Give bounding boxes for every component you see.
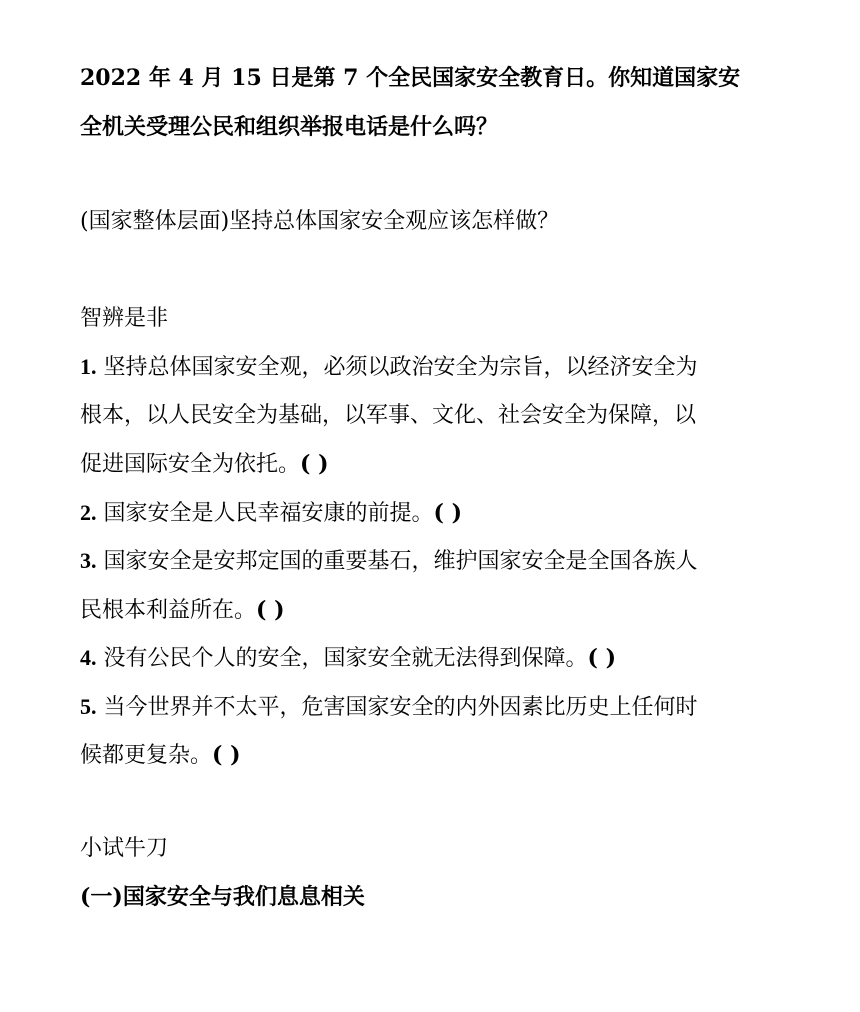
item-number: 2.: [80, 500, 97, 525]
intro-line-2: 全机关受理公民和组织举报电话是什么吗？: [80, 114, 499, 140]
item-number: 4.: [80, 645, 97, 670]
item-number: 3.: [80, 548, 97, 573]
judge-item-4-line-1: [80, 643, 616, 673]
item-text: 民根本利益所在。: [80, 598, 257, 623]
question-2: (国家整体层面)坚持总体国家安全观应该怎样做？: [80, 209, 560, 234]
answer-blank: ( ): [587, 645, 616, 671]
answer-blank: ( ): [300, 451, 329, 477]
intro-line-1: 2022 年 4 月 15 日是第 7 个全民国家安全教育日。你知道国家安: [80, 65, 741, 91]
item-text: 当今世界并不太平，危害国家安全的内外因素比历史上任何时: [96, 695, 698, 720]
item-text: 候都更复杂。: [80, 743, 213, 768]
judge-item-5-line-1: [80, 692, 698, 722]
judge-item-3-line-2: [80, 595, 285, 625]
section-heading-try: 小试牛刀: [80, 836, 169, 861]
judge-item-3-line-1: [80, 546, 698, 576]
judge-item-2-line-1: [80, 498, 462, 528]
section-heading-judge: 智辨是非: [80, 306, 169, 331]
item-number: 5.: [80, 694, 97, 719]
answer-blank: ( ): [212, 742, 241, 768]
judge-item-1-line-1: [80, 352, 698, 382]
item-number: 1.: [80, 354, 97, 379]
section-subheading-try: (一)国家安全与我们息息相关: [80, 884, 365, 910]
judge-item-1-line-3: [80, 449, 329, 479]
judge-item-1-line-2: 根本，以人民安全为基础，以军事、文化、社会安全为保障，以: [80, 403, 697, 428]
judge-item-5-line-2: [80, 740, 241, 770]
item-text: 国家安全是安邦定国的重要基石，维护国家安全是全国各族人: [96, 549, 698, 574]
item-text: 没有公民个人的安全，国家安全就无法得到保障。: [96, 646, 588, 671]
answer-blank: ( ): [256, 597, 285, 623]
item-text: 坚持总体国家安全观，必须以政治安全为宗旨，以经济安全为: [96, 355, 698, 380]
answer-blank: ( ): [433, 500, 462, 526]
item-text: 促进国际安全为依托。: [80, 452, 301, 477]
item-text: 国家安全是人民幸福安康的前提。: [96, 501, 434, 526]
